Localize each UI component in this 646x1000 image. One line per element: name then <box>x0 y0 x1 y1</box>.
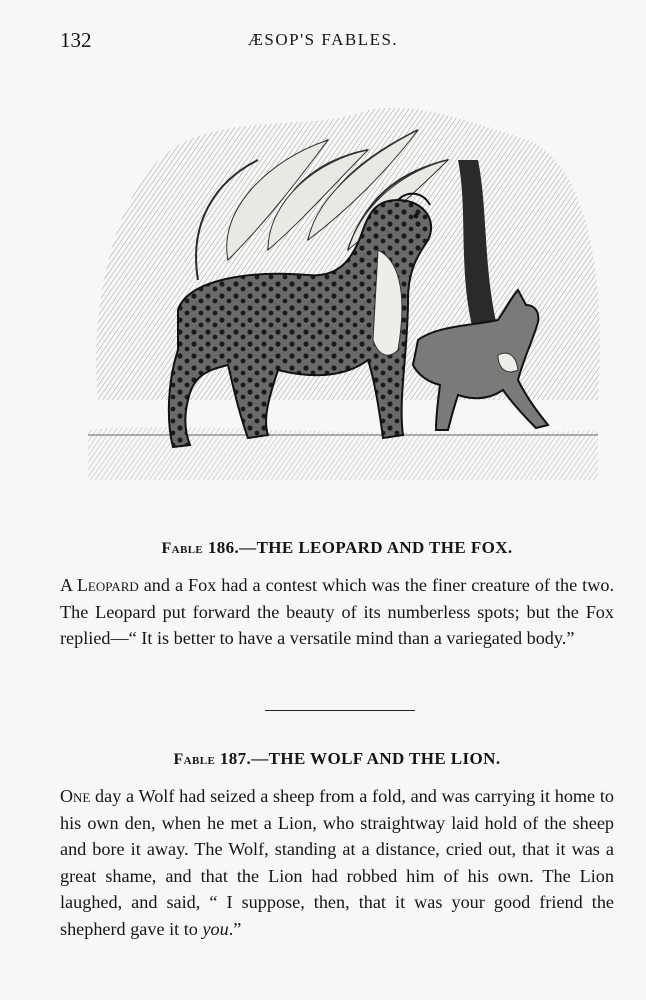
running-title: ÆSOP'S FABLES. <box>247 30 399 49</box>
page-number: 132 <box>60 28 92 52</box>
fable-187-heading: 187.—THE WOLF AND THE LION. <box>215 749 501 768</box>
page-header <box>60 28 586 56</box>
leopard-and-fox-engraving <box>78 100 614 500</box>
fable-186-text <box>60 572 614 652</box>
fable-187-tail: .” <box>228 918 242 939</box>
section-divider <box>265 710 415 711</box>
fable-187-emphasis: you <box>202 918 229 939</box>
fable-187-text <box>60 783 614 942</box>
fable-187-lead: One <box>60 786 91 806</box>
fable-186-title <box>60 538 614 558</box>
engraving-svg <box>78 100 614 500</box>
fable-187 <box>60 749 614 942</box>
fable-186 <box>60 538 614 652</box>
fable-187-body: day a Wolf had seized a sheep from a fold, and was carrying it home to his own den, when he met a Lion, who straightway laid hold of the sheep and bore it away. The Wolf, standing at a distance, cried out, that it was a great shame, and that the Lion had robbed him of his own. The Lion laughed, and said, “ I suppose, then, that it was your good friend the shepherd gave it to <box>60 786 614 939</box>
fable-187-title <box>60 749 614 769</box>
fable-186-lead: A Leopard <box>60 575 139 595</box>
fable-187-label: Fable <box>173 751 216 768</box>
fable-186-heading: 186.—THE LEOPARD AND THE FOX. <box>203 538 513 557</box>
fable-186-label: Fable <box>161 540 204 557</box>
fable-186-body: and a Fox had a contest which was the finer creature of the two. The Leopard put forward the beauty of its numberless spots; but the Fox replied—“ It is better to have a versatile mind than a variegated body.” <box>60 575 614 648</box>
